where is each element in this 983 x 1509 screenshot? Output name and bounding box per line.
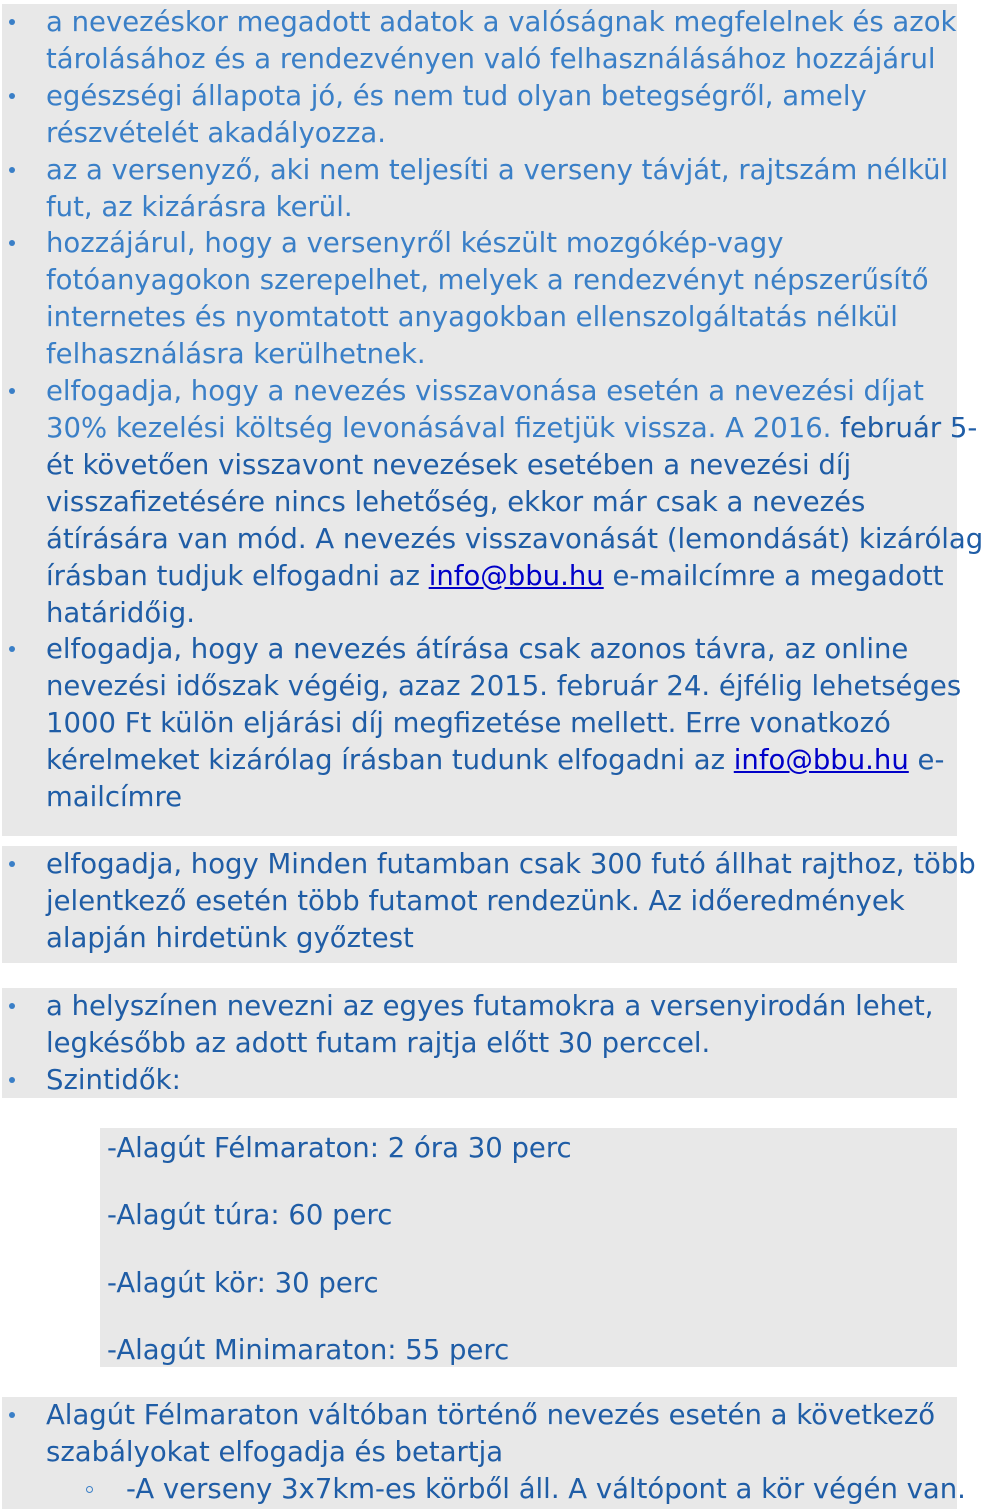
time-limits-block	[100, 1128, 957, 1367]
text-line: mailcímre	[46, 781, 183, 814]
text-segment: e-mailcímre a megadott	[603, 559, 944, 592]
text-line: fut, az kizárásra kerül.	[46, 190, 353, 223]
list-item	[2, 225, 957, 373]
list-item	[2, 152, 957, 226]
list-item	[2, 78, 957, 152]
text-line: felhasználásra kerülhetnek.	[46, 338, 426, 371]
text-line	[46, 742, 955, 779]
email-link[interactable]: info@bbu.hu	[733, 744, 909, 777]
text-line: tárolásához és a rendezvényen való felhasználásához hozzájárul	[46, 42, 936, 75]
bullet-icon	[9, 861, 15, 867]
text-line: egészségi állapota jó, és nem tud olyan betegségről, amely	[46, 79, 867, 112]
list-item	[2, 4, 957, 78]
text-line: szabályokat elfogadja és betartja	[46, 1435, 504, 1468]
text-segment: írásban tudjuk elfogadni az	[46, 559, 429, 592]
text-line: internetes és nyomtatott anyagokban ellenszolgáltatás nélkül	[46, 301, 898, 334]
email-link[interactable]: info@bbu.hu	[428, 559, 604, 592]
text-line: elfogadja, hogy a nevezés átírása csak azonos távra, az online	[46, 633, 909, 666]
time-limit-item: -Alagút kör: 30 perc	[107, 1266, 379, 1299]
text-segment: február 5-	[831, 411, 978, 444]
text-line: Szintidők:	[46, 1063, 181, 1096]
text-line: hozzájárul, hogy a versenyről készült mozgókép-vagy	[46, 227, 784, 260]
text-line: visszafizetésére nincs lehetőség, ekkor már csak a nevezés	[46, 485, 866, 518]
text-line: elfogadja, hogy Minden futamban csak 300 futó állhat rajthoz, több	[46, 848, 976, 880]
list-item-transfer	[2, 631, 962, 816]
bullet-icon	[9, 167, 15, 173]
bullet-icon	[9, 240, 15, 246]
bullet-icon	[9, 93, 15, 99]
conditions-list-block	[2, 4, 983, 836]
text-line: határidőig.	[46, 596, 195, 629]
text-line: alapján hirdetünk győztest	[46, 921, 414, 954]
bullet-icon	[9, 1003, 15, 1009]
time-limit-item: -Alagút Minimaraton: 55 perc	[107, 1334, 510, 1367]
sub-list-item	[2, 1471, 966, 1508]
list-item	[2, 846, 976, 957]
bullet-icon	[9, 1412, 15, 1418]
text-line: Alagút Félmaraton váltóban történő nevezés esetén a következő	[46, 1399, 936, 1431]
text-line: fotóanyagokon szerepelhet, melyek a rendezvényt népszerűsítő	[46, 264, 929, 297]
list-item	[2, 988, 957, 1062]
text-line	[46, 558, 955, 595]
text-line: az a versenyző, aki nem teljesíti a verseny távját, rajtszám nélkül	[46, 153, 949, 186]
text-line: legkésőbb az adott futam rajtja előtt 30 perccel.	[46, 1026, 711, 1059]
bullet-icon	[9, 19, 15, 25]
text-line: a helyszínen nevezni az egyes futamokra a versenyirodán lehet,	[46, 990, 934, 1022]
text-line: nevezési időszak végéig, azaz 2015. február 24. éjfélig lehetséges	[46, 670, 962, 703]
text-line: 1000 Ft külön eljárási díj megfizetése mellett. Erre vonatkozó	[46, 707, 891, 740]
text-segment: kérelmeket kizárólag írásban tudunk elfogadni az	[46, 744, 734, 777]
list-item-cancellation	[2, 373, 983, 631]
text-line: átírására van mód. A nevezés visszavonását (lemondását) kizárólag	[46, 522, 983, 555]
text-segment: e-	[908, 744, 945, 777]
bullet-icon	[9, 646, 15, 652]
text-line	[46, 410, 978, 447]
text-line: ét követően visszavont nevezések esetében a nevezési díj	[46, 448, 852, 481]
time-limit-item: -Alagút túra: 60 perc	[107, 1199, 393, 1232]
bullet-icon	[9, 388, 15, 394]
text-line: elfogadja, hogy a nevezés visszavonása esetén a nevezési díjat	[46, 375, 924, 408]
registration-rule-block	[2, 988, 957, 1098]
text-line: jelentkező esetén több futamot rendezünk. Az időeredmények	[46, 884, 905, 917]
text-line: a nevezéskor megadott adatok a valóságnak megfelelnek és azok	[46, 6, 957, 38]
list-item	[2, 1397, 957, 1471]
text-line: részvételét akadályozza.	[46, 116, 387, 149]
text-line: -A verseny 3x7km-es körből áll. A váltópont a kör végén van.	[126, 1472, 966, 1505]
relay-rule-block	[2, 1397, 966, 1509]
list-item-szintidok	[2, 1062, 957, 1099]
heats-rule-block	[2, 846, 976, 963]
time-limit-item: -Alagút Félmaraton: 2 óra 30 perc	[107, 1132, 572, 1164]
bullet-icon	[9, 1077, 15, 1083]
circle-bullet-icon	[86, 1486, 93, 1493]
text-segment: 30% kezelési költség levonásával fizetjük vissza. A 2016.	[46, 411, 832, 444]
